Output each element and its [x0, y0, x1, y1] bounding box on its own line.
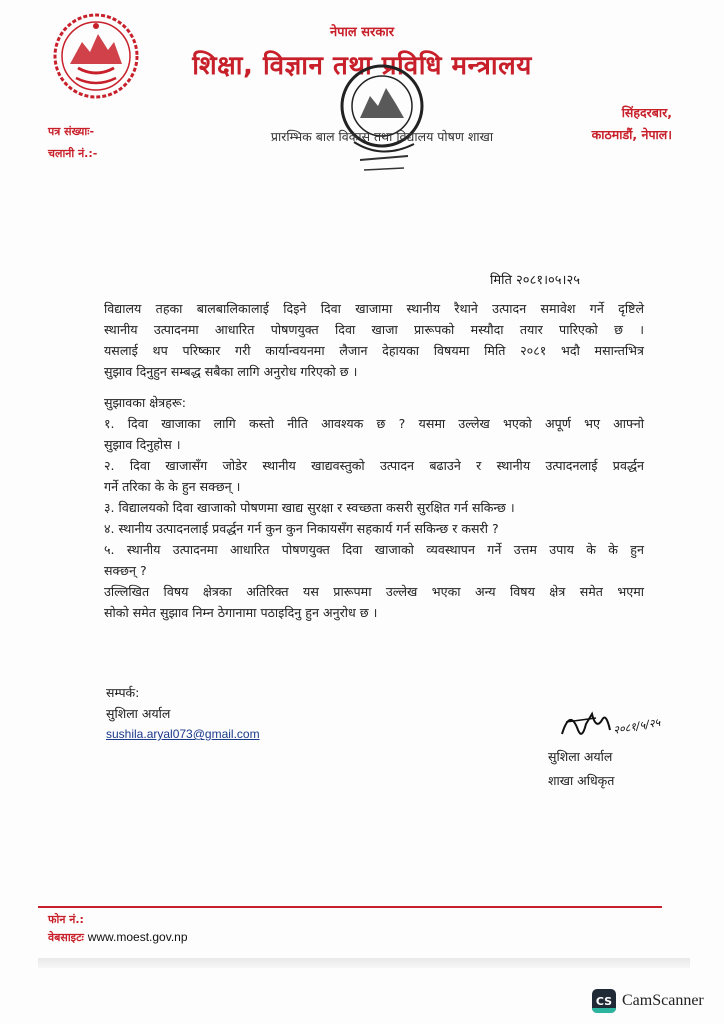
- letter-date: मिति २०८१।०५।२५: [490, 273, 580, 288]
- contact-block: [106, 682, 260, 745]
- intro-line: सुझाव दिनुहुन सम्बद्ध सबैका लागि अनुरोध गरिएको छ ।: [104, 364, 358, 379]
- signature-icon: [556, 700, 686, 750]
- address-line-2: काठमाडौं, नेपाल।: [591, 127, 672, 142]
- intro-line: विद्यालय तहका बालबालिकालाई दिइने दिवा खाजामा स्थानीय रैथाने उत्पादन समावेश गर्ने दृष्टिले: [104, 301, 644, 316]
- ref-no-label: पत्र संख्याः-: [48, 125, 95, 138]
- suggestion-item: २. दिवा खाजासँग जोडेर स्थानीय खाद्यवस्तुको उत्पादन बढाउने र स्थानीय उत्पादनलाई प्रवर्द्धन: [104, 458, 644, 473]
- camscanner-watermark: [592, 988, 704, 1014]
- contact-name: सुशिला अर्याल: [106, 706, 171, 721]
- camscanner-logo-icon: CS: [592, 989, 616, 1013]
- scan-edge: [38, 958, 690, 968]
- government-label: नेपाल सरकार: [329, 25, 395, 40]
- suggestion-item: १. दिवा खाजाका लागि कस्तो नीति आवश्यक छ ? यसमा उल्लेख भएको अपूर्ण भए आफ्नो: [104, 416, 644, 431]
- suggestion-item: ३. विद्यालयको दिवा खाजाको पोषणमा खाद्य सुरक्षा र स्वच्छता कसरी सुरक्षित गर्न सकिन्छ ।: [104, 500, 515, 515]
- intro-line: यसलाई थप परिष्कार गरी कार्यान्वयनमा लैजान देहायका विषयमा मिति २०८१ भदौ मसान्तभित्र: [104, 343, 644, 358]
- footer-phone: [48, 912, 84, 927]
- contact-email-link[interactable]: sushila.aryal073@gmail.com: [106, 727, 260, 741]
- suggestion-item: ५. स्थानीय उत्पादनमा आधारित पोषणयुक्त दिवा खाजाको व्यवस्थापन गर्ने उत्तम उपाय के के हुन: [104, 542, 644, 557]
- section-name: प्रारम्भिक बाल विकास तथा विद्यालय पोषण शाखा: [270, 129, 494, 144]
- footer-divider: [38, 906, 662, 908]
- phone-label: फोन नं.:: [48, 913, 84, 926]
- suggestion-item: ४. स्थानीय उत्पादनलाई प्रवर्द्धन गर्न कुन कुन निकायसँग सहकार्य गर्न सकिन्छ र कसरी ?: [104, 521, 499, 536]
- website-label: वेबसाइटः: [48, 931, 84, 944]
- suggestion-item-cont: गर्ने तरिका के के हुन सक्छन् ।: [104, 479, 241, 494]
- official-stamp-icon: [330, 60, 438, 178]
- footer-website: [48, 930, 188, 945]
- suggestion-item-cont: सक्छन् ?: [104, 563, 147, 578]
- closing-line: सोको समेत सुझाव निम्न ठेगानामा पठाइदिनु हुन अनुरोध छ ।: [104, 605, 378, 620]
- dispatch-no-label: चलानी नं.:-: [48, 147, 98, 160]
- signatory-title: शाखा अधिकृत: [548, 773, 615, 788]
- closing-line: उल्लिखित विषय क्षेत्रका अतिरिक्त यस प्रारूपमा उल्लेख भएका अन्य विषय क्षेत्र समेत भएमा: [104, 584, 644, 599]
- address-line-1: सिंहदरबार,: [621, 105, 672, 120]
- areas-heading: सुझावका क्षेत्रहरू:: [104, 395, 186, 410]
- suggestion-item-cont: सुझाव दिनुहोस ।: [104, 437, 181, 452]
- contact-label: सम्पर्क:: [106, 685, 140, 700]
- camscanner-label: CamScanner: [622, 992, 704, 1009]
- letter-body: [104, 298, 644, 623]
- signatory-name: सुशिला अर्याल: [548, 749, 613, 764]
- signature-date: २०८१/५/२५: [612, 715, 662, 737]
- intro-line: स्थानीय उत्पादनमा आधारित पोषणयुक्त दिवा खाजा प्रारूपको मस्यौदा तयार पारिएको छ ।: [104, 322, 644, 337]
- ministry-title: शिक्षा, विज्ञान तथा प्रविधि मन्त्रालय: [192, 51, 532, 81]
- website-link[interactable]: www.moest.gov.np: [87, 930, 188, 944]
